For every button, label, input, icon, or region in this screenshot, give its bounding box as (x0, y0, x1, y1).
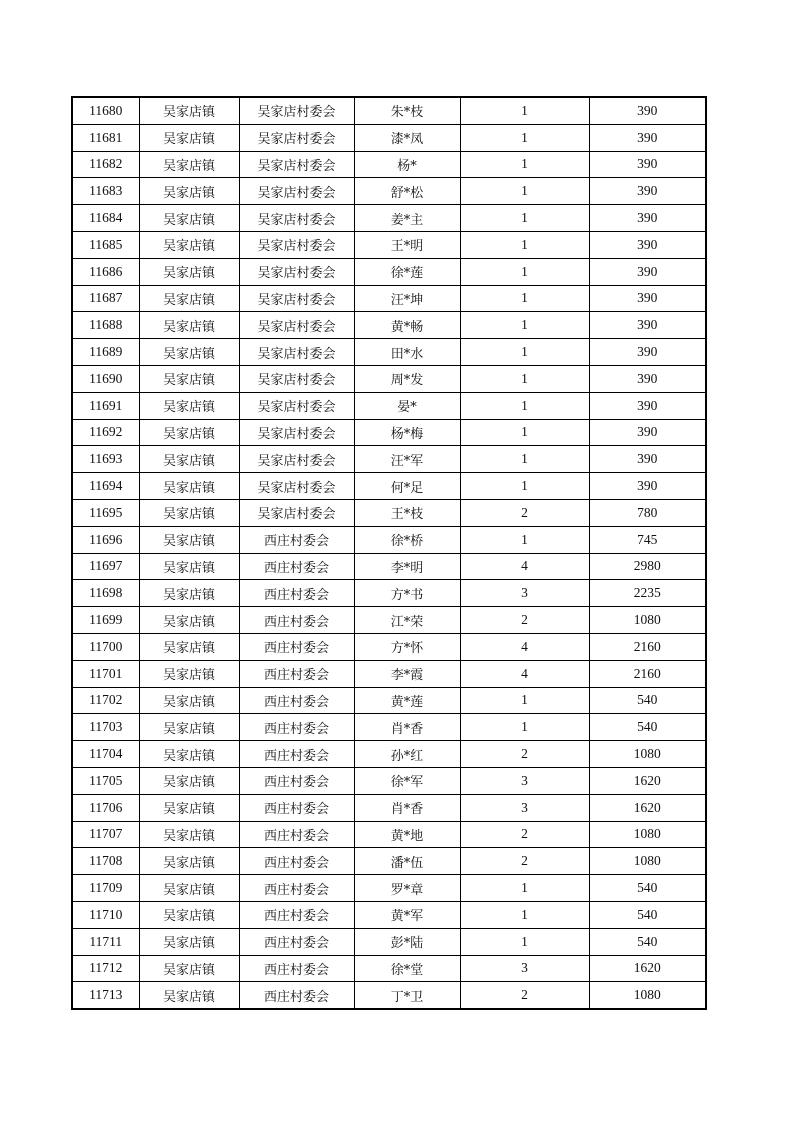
village-committee-cell: 西庄村委会 (239, 901, 354, 928)
table-row (72, 365, 706, 392)
household-count-cell: 1 (460, 365, 589, 392)
town-cell: 吴家店镇 (139, 607, 239, 634)
town-cell: 吴家店镇 (139, 339, 239, 366)
row-number-cell: 11686 (72, 258, 139, 285)
table-row (72, 499, 706, 526)
person-name-cell: 舒*松 (354, 178, 460, 205)
amount-cell: 1620 (589, 955, 706, 982)
amount-cell: 390 (589, 473, 706, 500)
household-count-cell: 4 (460, 633, 589, 660)
person-name-cell: 方*怀 (354, 633, 460, 660)
person-name-cell: 王*枝 (354, 499, 460, 526)
village-committee-cell: 吴家店村委会 (239, 285, 354, 312)
village-committee-cell: 西庄村委会 (239, 660, 354, 687)
household-count-cell: 1 (460, 124, 589, 151)
person-name-cell: 晏* (354, 392, 460, 419)
town-cell: 吴家店镇 (139, 151, 239, 178)
person-name-cell: 周*发 (354, 365, 460, 392)
amount-cell: 390 (589, 124, 706, 151)
town-cell: 吴家店镇 (139, 231, 239, 258)
amount-cell: 1620 (589, 767, 706, 794)
village-committee-cell: 西庄村委会 (239, 687, 354, 714)
town-cell: 吴家店镇 (139, 124, 239, 151)
amount-cell: 390 (589, 446, 706, 473)
amount-cell: 745 (589, 526, 706, 553)
village-committee-cell: 西庄村委会 (239, 848, 354, 875)
household-count-cell: 1 (460, 339, 589, 366)
amount-cell: 390 (589, 151, 706, 178)
table-row (72, 553, 706, 580)
table-row (72, 97, 706, 124)
town-cell: 吴家店镇 (139, 714, 239, 741)
person-name-cell: 黄*畅 (354, 312, 460, 339)
amount-cell: 390 (589, 178, 706, 205)
table-row (72, 339, 706, 366)
table-row (72, 901, 706, 928)
table-row (72, 767, 706, 794)
amount-cell: 2160 (589, 633, 706, 660)
village-committee-cell: 西庄村委会 (239, 741, 354, 768)
amount-cell: 540 (589, 901, 706, 928)
person-name-cell: 漆*凤 (354, 124, 460, 151)
table-row (72, 526, 706, 553)
village-committee-cell: 吴家店村委会 (239, 499, 354, 526)
village-committee-cell: 吴家店村委会 (239, 473, 354, 500)
amount-cell: 390 (589, 258, 706, 285)
table-row (72, 473, 706, 500)
village-committee-cell: 吴家店村委会 (239, 258, 354, 285)
town-cell: 吴家店镇 (139, 526, 239, 553)
household-count-cell: 1 (460, 312, 589, 339)
table-row (72, 875, 706, 902)
town-cell: 吴家店镇 (139, 982, 239, 1009)
amount-cell: 1080 (589, 848, 706, 875)
person-name-cell: 徐*堂 (354, 955, 460, 982)
row-number-cell: 11698 (72, 580, 139, 607)
row-number-cell: 11712 (72, 955, 139, 982)
amount-cell: 1080 (589, 607, 706, 634)
row-number-cell: 11713 (72, 982, 139, 1009)
row-number-cell: 11707 (72, 821, 139, 848)
village-committee-cell: 吴家店村委会 (239, 97, 354, 124)
row-number-cell: 11700 (72, 633, 139, 660)
person-name-cell: 彭*陆 (354, 928, 460, 955)
amount-cell: 2980 (589, 553, 706, 580)
town-cell: 吴家店镇 (139, 473, 239, 500)
household-count-cell: 1 (460, 285, 589, 312)
amount-cell: 540 (589, 687, 706, 714)
table-row (72, 660, 706, 687)
table-row (72, 714, 706, 741)
person-name-cell: 李*明 (354, 553, 460, 580)
household-count-cell: 2 (460, 499, 589, 526)
row-number-cell: 11685 (72, 231, 139, 258)
household-count-cell: 1 (460, 875, 589, 902)
town-cell: 吴家店镇 (139, 875, 239, 902)
person-name-cell: 江*荣 (354, 607, 460, 634)
row-number-cell: 11681 (72, 124, 139, 151)
town-cell: 吴家店镇 (139, 580, 239, 607)
table-row (72, 848, 706, 875)
village-committee-cell: 吴家店村委会 (239, 231, 354, 258)
household-count-cell: 4 (460, 660, 589, 687)
town-cell: 吴家店镇 (139, 821, 239, 848)
table-row (72, 741, 706, 768)
town-cell: 吴家店镇 (139, 633, 239, 660)
table-row (72, 392, 706, 419)
town-cell: 吴家店镇 (139, 97, 239, 124)
row-number-cell: 11684 (72, 205, 139, 232)
amount-cell: 390 (589, 312, 706, 339)
village-committee-cell: 吴家店村委会 (239, 365, 354, 392)
person-name-cell: 李*霞 (354, 660, 460, 687)
household-count-cell: 2 (460, 982, 589, 1009)
town-cell: 吴家店镇 (139, 312, 239, 339)
person-name-cell: 徐*莲 (354, 258, 460, 285)
household-count-cell: 3 (460, 955, 589, 982)
amount-cell: 540 (589, 928, 706, 955)
town-cell: 吴家店镇 (139, 178, 239, 205)
town-cell: 吴家店镇 (139, 258, 239, 285)
person-name-cell: 王*明 (354, 231, 460, 258)
household-count-cell: 2 (460, 741, 589, 768)
row-number-cell: 11711 (72, 928, 139, 955)
row-number-cell: 11693 (72, 446, 139, 473)
person-name-cell: 黄*莲 (354, 687, 460, 714)
town-cell: 吴家店镇 (139, 419, 239, 446)
table-row (72, 687, 706, 714)
household-count-cell: 1 (460, 901, 589, 928)
village-committee-cell: 西庄村委会 (239, 526, 354, 553)
table-row (72, 955, 706, 982)
amount-cell: 390 (589, 365, 706, 392)
town-cell: 吴家店镇 (139, 392, 239, 419)
amount-cell: 2235 (589, 580, 706, 607)
row-number-cell: 11709 (72, 875, 139, 902)
town-cell: 吴家店镇 (139, 848, 239, 875)
person-name-cell: 杨* (354, 151, 460, 178)
row-number-cell: 11708 (72, 848, 139, 875)
amount-cell: 1080 (589, 821, 706, 848)
amount-cell: 390 (589, 97, 706, 124)
village-committee-cell: 吴家店村委会 (239, 446, 354, 473)
village-committee-cell: 西庄村委会 (239, 821, 354, 848)
household-count-cell: 1 (460, 687, 589, 714)
table-row (72, 258, 706, 285)
amount-cell: 540 (589, 875, 706, 902)
table-row (72, 982, 706, 1009)
row-number-cell: 11696 (72, 526, 139, 553)
household-count-cell: 2 (460, 607, 589, 634)
row-number-cell: 11703 (72, 714, 139, 741)
town-cell: 吴家店镇 (139, 205, 239, 232)
row-number-cell: 11688 (72, 312, 139, 339)
row-number-cell: 11683 (72, 178, 139, 205)
person-name-cell: 姜*主 (354, 205, 460, 232)
row-number-cell: 11690 (72, 365, 139, 392)
row-number-cell: 11687 (72, 285, 139, 312)
village-committee-cell: 西庄村委会 (239, 955, 354, 982)
village-committee-cell: 吴家店村委会 (239, 178, 354, 205)
village-committee-cell: 吴家店村委会 (239, 312, 354, 339)
village-committee-cell: 吴家店村委会 (239, 392, 354, 419)
table-row (72, 312, 706, 339)
village-committee-cell: 西庄村委会 (239, 714, 354, 741)
person-name-cell: 汪*军 (354, 446, 460, 473)
town-cell: 吴家店镇 (139, 794, 239, 821)
village-committee-cell: 西庄村委会 (239, 928, 354, 955)
household-count-cell: 2 (460, 821, 589, 848)
town-cell: 吴家店镇 (139, 767, 239, 794)
amount-cell: 390 (589, 339, 706, 366)
row-number-cell: 11697 (72, 553, 139, 580)
amount-cell: 780 (589, 499, 706, 526)
town-cell: 吴家店镇 (139, 955, 239, 982)
person-name-cell: 汪*坤 (354, 285, 460, 312)
row-number-cell: 11710 (72, 901, 139, 928)
household-count-cell: 1 (460, 928, 589, 955)
person-name-cell: 罗*章 (354, 875, 460, 902)
person-name-cell: 黄*军 (354, 901, 460, 928)
row-number-cell: 11689 (72, 339, 139, 366)
table-row (72, 794, 706, 821)
household-count-cell: 1 (460, 231, 589, 258)
person-name-cell: 孙*红 (354, 741, 460, 768)
row-number-cell: 11705 (72, 767, 139, 794)
person-name-cell: 黄*地 (354, 821, 460, 848)
village-committee-cell: 西庄村委会 (239, 767, 354, 794)
town-cell: 吴家店镇 (139, 687, 239, 714)
town-cell: 吴家店镇 (139, 285, 239, 312)
amount-cell: 1080 (589, 741, 706, 768)
village-committee-cell: 西庄村委会 (239, 580, 354, 607)
village-committee-cell: 吴家店村委会 (239, 419, 354, 446)
person-name-cell: 田*水 (354, 339, 460, 366)
amount-cell: 390 (589, 205, 706, 232)
village-committee-cell: 西庄村委会 (239, 607, 354, 634)
table-row (72, 580, 706, 607)
table-row (72, 151, 706, 178)
table-row (72, 821, 706, 848)
records-table-body (72, 97, 706, 1009)
person-name-cell: 肖*香 (354, 794, 460, 821)
village-committee-cell: 西庄村委会 (239, 553, 354, 580)
household-count-cell: 2 (460, 848, 589, 875)
household-count-cell: 1 (460, 714, 589, 741)
row-number-cell: 11701 (72, 660, 139, 687)
row-number-cell: 11702 (72, 687, 139, 714)
household-count-cell: 3 (460, 794, 589, 821)
row-number-cell: 11682 (72, 151, 139, 178)
household-count-cell: 1 (460, 97, 589, 124)
row-number-cell: 11691 (72, 392, 139, 419)
records-table (71, 96, 707, 1010)
town-cell: 吴家店镇 (139, 446, 239, 473)
person-name-cell: 方*书 (354, 580, 460, 607)
table-row (72, 607, 706, 634)
row-number-cell: 11694 (72, 473, 139, 500)
table-row (72, 285, 706, 312)
household-count-cell: 1 (460, 446, 589, 473)
amount-cell: 390 (589, 231, 706, 258)
amount-cell: 390 (589, 392, 706, 419)
household-count-cell: 1 (460, 178, 589, 205)
household-count-cell: 1 (460, 392, 589, 419)
household-count-cell: 3 (460, 580, 589, 607)
household-count-cell: 1 (460, 473, 589, 500)
household-count-cell: 1 (460, 419, 589, 446)
amount-cell: 1620 (589, 794, 706, 821)
village-committee-cell: 西庄村委会 (239, 982, 354, 1009)
table-row (72, 928, 706, 955)
data-sheet (71, 96, 707, 1010)
amount-cell: 390 (589, 285, 706, 312)
town-cell: 吴家店镇 (139, 660, 239, 687)
table-row (72, 633, 706, 660)
person-name-cell: 潘*伍 (354, 848, 460, 875)
row-number-cell: 11704 (72, 741, 139, 768)
household-count-cell: 4 (460, 553, 589, 580)
village-committee-cell: 吴家店村委会 (239, 124, 354, 151)
town-cell: 吴家店镇 (139, 365, 239, 392)
row-number-cell: 11695 (72, 499, 139, 526)
person-name-cell: 徐*桥 (354, 526, 460, 553)
town-cell: 吴家店镇 (139, 553, 239, 580)
household-count-cell: 1 (460, 526, 589, 553)
amount-cell: 540 (589, 714, 706, 741)
household-count-cell: 1 (460, 151, 589, 178)
household-count-cell: 3 (460, 767, 589, 794)
row-number-cell: 11680 (72, 97, 139, 124)
amount-cell: 390 (589, 419, 706, 446)
household-count-cell: 1 (460, 258, 589, 285)
town-cell: 吴家店镇 (139, 901, 239, 928)
row-number-cell: 11706 (72, 794, 139, 821)
amount-cell: 2160 (589, 660, 706, 687)
village-committee-cell: 西庄村委会 (239, 875, 354, 902)
town-cell: 吴家店镇 (139, 928, 239, 955)
row-number-cell: 11692 (72, 419, 139, 446)
village-committee-cell: 吴家店村委会 (239, 339, 354, 366)
table-row (72, 231, 706, 258)
person-name-cell: 丁*卫 (354, 982, 460, 1009)
table-row (72, 178, 706, 205)
town-cell: 吴家店镇 (139, 499, 239, 526)
person-name-cell: 朱*枝 (354, 97, 460, 124)
village-committee-cell: 吴家店村委会 (239, 205, 354, 232)
row-number-cell: 11699 (72, 607, 139, 634)
town-cell: 吴家店镇 (139, 741, 239, 768)
village-committee-cell: 西庄村委会 (239, 633, 354, 660)
village-committee-cell: 吴家店村委会 (239, 151, 354, 178)
person-name-cell: 徐*军 (354, 767, 460, 794)
table-row (72, 205, 706, 232)
village-committee-cell: 西庄村委会 (239, 794, 354, 821)
table-row (72, 446, 706, 473)
table-row (72, 419, 706, 446)
amount-cell: 1080 (589, 982, 706, 1009)
person-name-cell: 何*足 (354, 473, 460, 500)
table-row (72, 124, 706, 151)
household-count-cell: 1 (460, 205, 589, 232)
person-name-cell: 杨*梅 (354, 419, 460, 446)
person-name-cell: 肖*香 (354, 714, 460, 741)
